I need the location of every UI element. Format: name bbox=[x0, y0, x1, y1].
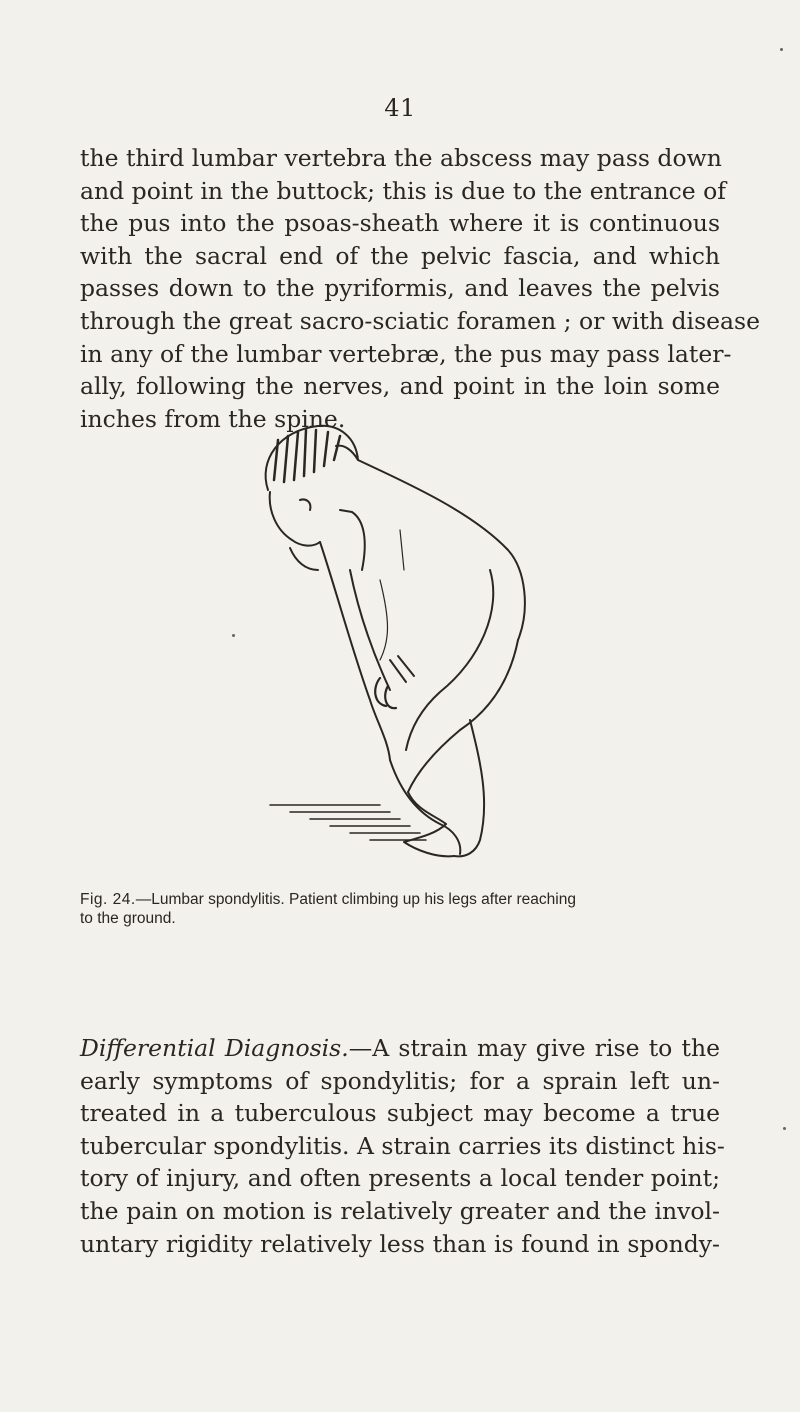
text-line: in any of the lumbar vertebræ, the pus may pass later- bbox=[80, 339, 732, 368]
text-line: the pus into the psoas-sheath where it is continuous bbox=[80, 209, 720, 238]
paper-speck bbox=[780, 48, 783, 51]
text-line: passes down to the pyriformis, and leaves the pelvis bbox=[80, 274, 720, 303]
text-line: untary rigidity relatively less than is found in spondy- bbox=[80, 1229, 720, 1258]
text-line: tory of injury, and often presents a local tender point; bbox=[80, 1164, 720, 1193]
caption-text-continued: to the ground. bbox=[80, 910, 176, 927]
text-line: the pain on motion is relatively greater and the invol- bbox=[80, 1196, 720, 1225]
text-line: ally, following the nerves, and point in the loin some bbox=[80, 372, 720, 401]
back-outline bbox=[358, 460, 525, 640]
text-line: the third lumbar vertebra the abscess may pass down bbox=[80, 144, 722, 172]
text-line: and point in the buttock; this is due to the entrance of bbox=[80, 176, 726, 205]
text-line: early symptoms of spondylitis; for a sprain left un- bbox=[80, 1066, 720, 1095]
text-line: inches from the spine. bbox=[80, 404, 346, 433]
text-line: treated in a tuberculous subject may become a true bbox=[80, 1099, 720, 1128]
paper-speck bbox=[783, 1127, 786, 1130]
paragraph-2 bbox=[80, 1032, 725, 1260]
section-heading: Differential Diagnosis. bbox=[80, 1034, 349, 1062]
page-number: 41 bbox=[384, 94, 416, 122]
figure-illustration bbox=[240, 420, 530, 860]
paragraph-1 bbox=[80, 142, 761, 435]
paper-speck bbox=[232, 634, 235, 637]
text-line: tubercular spondylitis. A strain carries its distinct his- bbox=[80, 1131, 725, 1160]
text-line: through the great sacro-sciatic foramen ; or with disease bbox=[80, 306, 761, 335]
caption-text: —Lumbar spondylitis. Patient climbing up his legs after reaching bbox=[135, 891, 576, 908]
text-line: with the sacral end of the pelvic fascia, and which bbox=[80, 241, 720, 270]
hair-shape bbox=[266, 426, 358, 490]
figure-label: Fig. 24. bbox=[80, 891, 136, 908]
text-line bbox=[80, 1032, 720, 1065]
figure-caption bbox=[80, 890, 720, 928]
text-run: —A strain may give rise to the bbox=[348, 1034, 720, 1062]
